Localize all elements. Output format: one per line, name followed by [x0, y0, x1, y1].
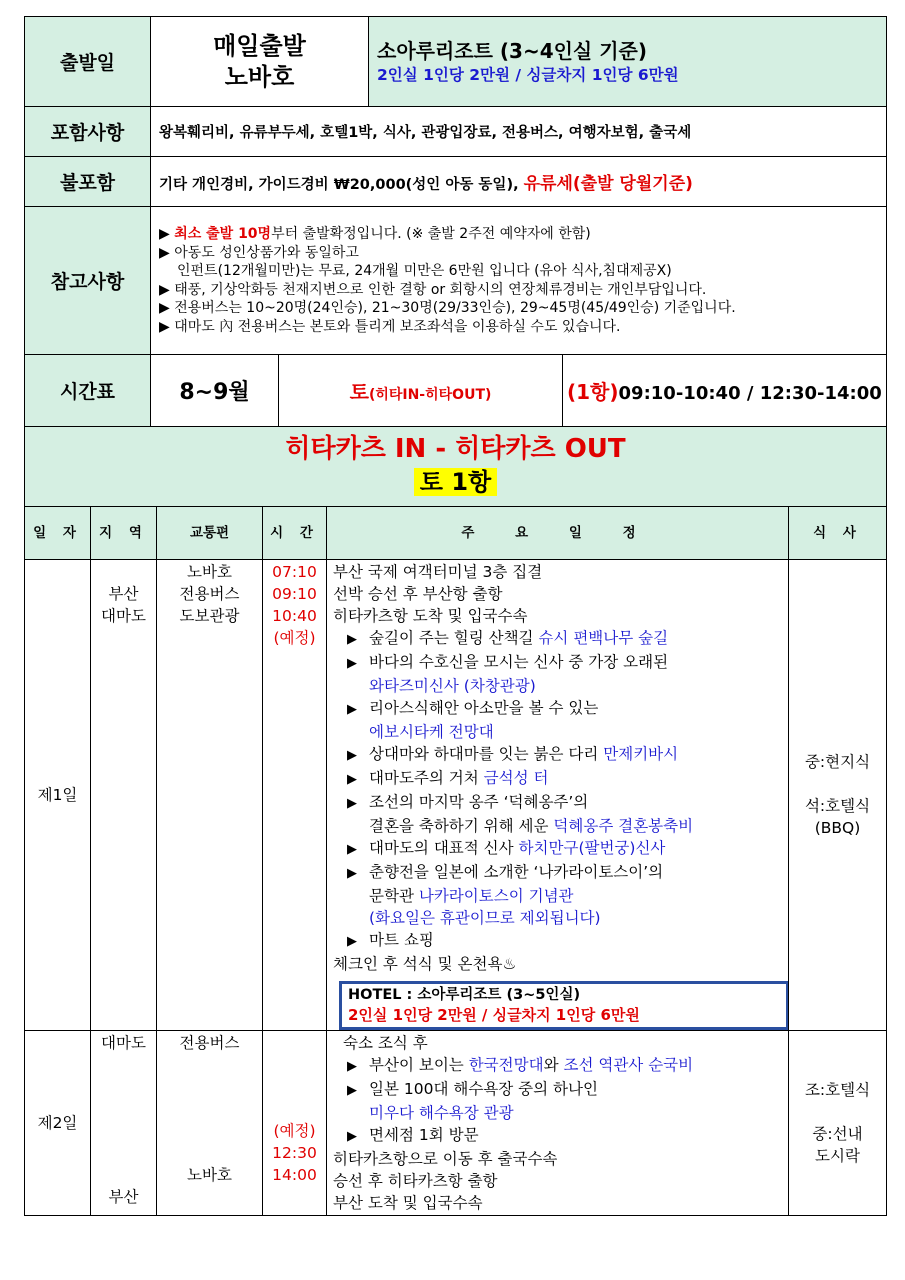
note-6: ▶ 대마도 內 전용버스는 본토와 틀리게 보조좌석을 이용하실 수도 있습니다.: [159, 318, 621, 335]
timetable-sailing-cell: [563, 355, 887, 427]
resort-price: 2인실 1인당 2만원 / 싱글차지 1인당 6만원: [377, 65, 679, 84]
info-table: [24, 16, 887, 355]
day2-transport: 전용버스 노바호: [157, 1031, 263, 1216]
timetable-route: (히타IN-히타OUT): [368, 387, 492, 403]
note-2: ▶ 아동도 성인상품가와 동일하고: [159, 244, 359, 261]
day1-region: 부산 대마도: [91, 560, 157, 1031]
day2-label: 제2일: [25, 1031, 91, 1216]
banner-table: [24, 426, 887, 507]
departure-cell: [151, 17, 369, 107]
sight-3: ▶ 리아스식해안 아소만을 볼 수 있는: [347, 699, 599, 717]
sight-6: ▶ 조선의 마지막 옹주 ‘덕혜옹주’의: [347, 793, 589, 811]
day2-sight-2: ▶ 일본 100대 해수욕장 중의 하나인: [347, 1080, 598, 1098]
day1-meals: 중:현지식 석:호텔식 (BBQ): [789, 560, 887, 1031]
day2-row: [25, 1031, 887, 1216]
sight-7: ▶ 대마도의 대표적 신사 하치만구(팔번궁)신사: [347, 839, 666, 857]
timetable-sailing: (1항): [567, 380, 619, 404]
timetable-times: 09:10-10:40 / 12:30-14:00: [618, 383, 882, 404]
sight-8: ▶ 춘향전을 일본에 소개한 ‘나카라이토스이’의: [347, 863, 664, 881]
header-plan: 주 요 일 정: [327, 507, 789, 560]
header-transport: 교통편: [157, 507, 263, 560]
note-4: ▶ 태풍, 기상악화등 천재지변으로 인한 결항 or 회항시의 연장체류경비는 개인부담입니다.: [159, 281, 707, 298]
note-1: ▶ 최소 출발 10명부터 출발확정입니다. (※ 출발 2주전 예약자에 한함): [159, 226, 591, 242]
sight-1: ▶ 숲길이 주는 힐링 산책길 슈시 편백나무 숲길: [347, 629, 669, 647]
resort-cell: [369, 17, 887, 107]
excluded-cell: [151, 157, 887, 207]
day1-transport: 노바호 전용버스 도보관광: [157, 560, 263, 1031]
sight-2: ▶ 바다의 수호신을 모시는 신사 중 가장 오래된: [347, 653, 669, 671]
timetable-label: 시간표: [25, 355, 151, 427]
day1-label: 제1일: [25, 560, 91, 1031]
route-banner: [25, 427, 887, 507]
day2-region: 대마도 부산: [91, 1031, 157, 1216]
excluded-text: 기타 개인경비, 가이드경비 ₩20,000(성인 아동 동일),: [159, 177, 524, 193]
banner-sub: 토 1항: [414, 468, 497, 496]
day2-meals: 조:호텔식 중:선내 도시락: [789, 1031, 887, 1216]
ship-name: 노바호: [224, 62, 295, 91]
day2-plan: 숙소 조식 후 ▶ 부산이 보이는 한국전망대와 조선 역관사 순국비 ▶ 일본 100대 해수욕장 중의 하나인 미우다 해수욕장 관광 ▶ 면세점 1회 방문 히타카츠항으로 이동 후 출국수속 승선 후 히타카츠항 출항 부산 도착 및 입국수속: [327, 1031, 789, 1216]
hotel-box: [339, 981, 789, 1030]
timetable-table: [24, 354, 887, 427]
sight-4: ▶ 상대마와 하대마를 잇는 붉은 다리 만제키바시: [347, 745, 679, 763]
header-meal: 식 사: [789, 507, 887, 560]
day2-sight-3: ▶ 면세점 1회 방문: [347, 1126, 479, 1144]
header-date: 일 자: [25, 507, 91, 560]
day1-plan: 부산 국제 여객터미널 3층 집결 선박 승선 후 부산항 출항 히타카츠항 도착 및 입국수속 ▶ 숲길이 주는 힐링 산책길 슈시 편백나무 숲길 ▶ 바다의 수호신을 모시는 신사 중 가장 오래된 와타즈미신사 (차창관광) ▶ 리아스식해안 아소만을 볼 수 있는 에보시타케 전망대 ▶ 상대마와 하대마를 잇는 붉은 다리 만제키바시 ▶ 대마도주의 거처 금석성 터 ▶ 조선의 마지막 옹주 ‘덕혜옹주’의 결혼을 축하하기 위해 세운 덕혜옹주 결혼봉축비 ▶ 대마도의 대표적 신사 하치만구(팔번궁)신사 ▶ 춘향전을 일본에 소개한 ‘나카라이토스이’의 문학관 나카라이토스이 기념관 (화요일은 휴관이므로 제외됩니다) ▶ 마트 쇼핑 체크인 후 석식 및 온천욕♨ HOTEL : 소아루리조트 (3~5인실) 2인실 1인당 2만원 / 싱글차지 1인당 6만원: [327, 560, 789, 1031]
note-5: ▶ 전용버스는 10~20명(24인승), 21~30명(29/33인승), 29~45명(45/49인승) 기준입니다.: [159, 300, 736, 316]
excluded-fuel-tax: 유류세(출발 당월기준): [523, 174, 693, 194]
resort-title: 소아루리조트 (3~4인실 기준): [377, 38, 647, 63]
departure-daily: 매일출발: [213, 31, 306, 60]
notes-cell: [151, 207, 887, 355]
day2-sight-1: ▶ 부산이 보이는 한국전망대와 조선 역관사 순국비: [347, 1056, 694, 1074]
timetable-months: 8~9월: [151, 355, 279, 427]
day1-times: 07:10 09:10 10:40 (예정): [263, 560, 327, 1031]
note-3: 인펀트(12개월미만)는 무료, 24개월 미만은 6만원 입니다 (유아 식사,침대제공X): [177, 263, 672, 279]
hotel-name: HOTEL : 소아루리조트 (3~5인실): [348, 987, 581, 1003]
departure-label: 출발일: [25, 17, 151, 107]
notes-label: 참고사항: [25, 207, 151, 355]
sight-9: ▶ 마트 쇼핑: [347, 931, 434, 949]
schedule-header-row: [25, 507, 887, 560]
timetable-day-cell: [279, 355, 563, 427]
day1-row: [25, 560, 887, 1031]
schedule-table: [24, 506, 887, 1216]
included-label: 포함사항: [25, 107, 151, 157]
timetable-day: 토: [349, 380, 369, 404]
day2-times: (예정) 12:30 14:00: [263, 1031, 327, 1216]
excluded-label: 불포함: [25, 157, 151, 207]
header-region: 지 역: [91, 507, 157, 560]
sight-5: ▶ 대마도주의 거처 금석성 터: [347, 769, 549, 787]
included-text: 왕복훼리비, 유류부두세, 호텔1박, 식사, 관광입장료, 전용버스, 여행자보험, 출국세: [151, 107, 887, 157]
itinerary-document: [24, 16, 887, 1216]
banner-title: 히타카츠 IN - 히타카츠 OUT: [285, 434, 626, 464]
hotel-price: 2인실 1인당 2만원 / 싱글차지 1인당 6만원: [348, 1006, 640, 1024]
header-time: 시 간: [263, 507, 327, 560]
